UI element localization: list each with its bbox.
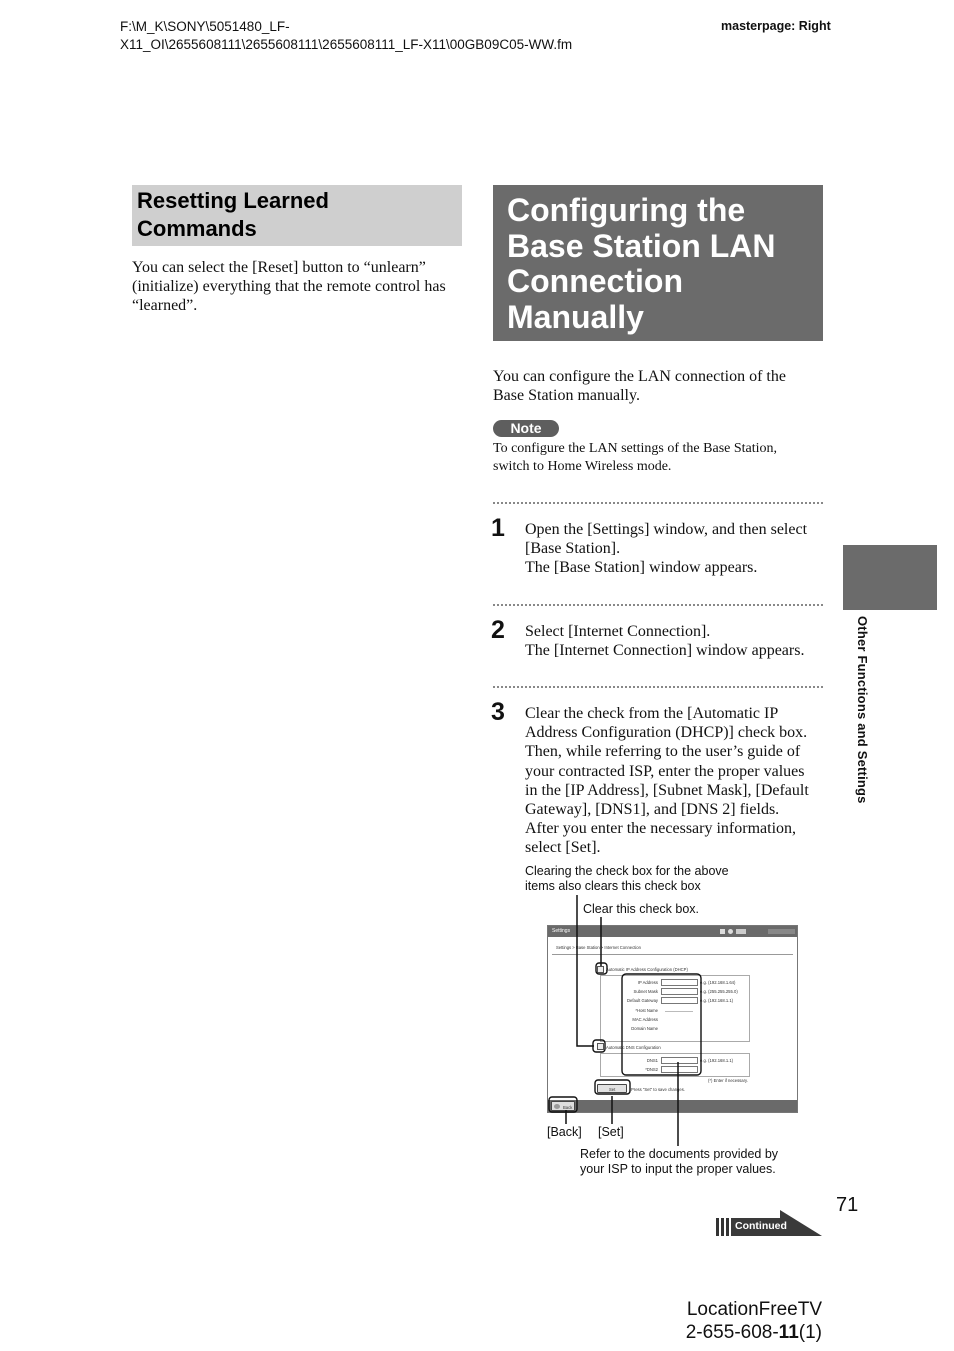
step-line: The [Internet Connection] window appears. (525, 642, 805, 660)
step-line: select [Set]. (525, 839, 601, 857)
step-number: 1 (491, 514, 505, 542)
default-gateway-hint: e.g. (192.168.1.1) (700, 998, 734, 1003)
continued-label: Continued (735, 1220, 787, 1232)
file-path-line1: F:\M_K\SONY\5051480_LF- (120, 19, 290, 34)
step-line: Address Configuration (DHCP)] check box. (525, 724, 808, 742)
dns2-label: *DNS2 (645, 1067, 658, 1072)
highlight-ip-fields (622, 974, 701, 1075)
step-line: Open the [Settings] window, and then select (525, 521, 808, 538)
dns1-hint: e.g. (192.168.1.1) (700, 1058, 734, 1063)
highlight-back-button (549, 1097, 577, 1112)
subnet-mask-hint: e.g. (255.255.255.0) (700, 989, 738, 994)
file-path-line2: X11_OI\2655608111\2655608111\2655608111_LF-X11\00GB09C05-WW.fm (120, 37, 573, 52)
set-hint: Press "Set" to save changes. (631, 1087, 685, 1092)
step-number: 3 (491, 698, 505, 726)
dhcp-label: Automatic IP Address Configuration (DHCP) (606, 967, 688, 972)
footer-product: LocationFreeTV (686, 1299, 822, 1320)
section-body-line1: You can select the [Reset] button to “unlearn” (132, 259, 426, 276)
default-gateway-label: Default Gateway (627, 998, 658, 1003)
callout-line: Clearing the check box for the above (525, 864, 729, 878)
subnet-mask-label: Subnet Mask (633, 989, 658, 994)
callout-set: [Set] (598, 1125, 624, 1139)
callout-clear-checkbox: Clear this check box. (583, 902, 700, 916)
domain-name-label: Domain Name (631, 1026, 658, 1031)
intro-line2: Base Station manually. (493, 387, 640, 404)
mac-address-label: MAC Address (632, 1017, 658, 1022)
callout-line: Refer to the documents provided by (580, 1147, 779, 1161)
page-title-line4: Manually (507, 298, 644, 335)
callout-line: your ISP to input the proper values. (580, 1162, 776, 1176)
host-name-label: *Host Name (635, 1008, 658, 1013)
footer-code-suffix: (1) (798, 1322, 822, 1343)
required-note: (*) Enter if necessary. (708, 1078, 748, 1083)
dns1-label: DNS1 (646, 1058, 658, 1063)
continued-marker (716, 1210, 822, 1237)
page-title-line3: Connection (507, 263, 683, 299)
page-number: 71 (836, 1194, 859, 1216)
leader-dns-checkbox (577, 895, 594, 1046)
section-body-line2: (initialize) everything that the remote control has (132, 278, 446, 295)
footer-code-prefix: 2-655-608- (685, 1322, 779, 1343)
set-button-label: Set (609, 1087, 616, 1092)
step-line: your contracted ISP, enter the proper values (525, 762, 805, 780)
note-badge: Note (493, 420, 559, 437)
step-line: [Base Station]. (525, 540, 621, 558)
step-line: The [Base Station] window appears. (525, 559, 758, 577)
intro-line1: You can configure the LAN connection of the (493, 368, 786, 385)
step-line: Then, while referring to the user’s guide of (525, 743, 801, 761)
step-line: Select [Internet Connection]. (525, 623, 711, 640)
page-title-line2: Base Station LAN (507, 227, 776, 264)
ip-address-hint: e.g. (192.168.1.64) (700, 980, 736, 985)
highlight-set-button (595, 1080, 630, 1094)
highlight-dns-checkbox (593, 1040, 605, 1052)
back-button-label: Back (563, 1105, 573, 1110)
masterpage-label: masterpage: Right (721, 19, 831, 33)
step-number: 2 (491, 616, 505, 644)
step-line: Clear the check from the [Automatic IP (525, 705, 779, 722)
footer-product-code (600, 1298, 822, 1344)
step-line: After you enter the necessary information, (525, 820, 797, 838)
note-line2: switch to Home Wireless mode. (493, 459, 672, 474)
settings-window-title: Settings (552, 928, 571, 934)
callout-line: items also clears this check box (525, 879, 701, 893)
step-line: Gateway], [DNS1], and [DNS 2] fields. (525, 801, 780, 819)
section-heading-line2: Commands (137, 216, 257, 241)
chapter-tab (843, 545, 937, 610)
dns-label: Automatic DNS Configuration (606, 1045, 661, 1050)
callout-back: [Back] (547, 1125, 582, 1139)
note-line1: To configure the LAN settings of the Base Station, (493, 441, 778, 456)
step-line: in the [IP Address], [Subnet Mask], [Default (525, 781, 809, 799)
ip-address-label: IP Address (637, 980, 658, 985)
chapter-tab-label: Other Functions and Settings (855, 616, 870, 804)
section-body-line3: “learned”. (132, 297, 198, 314)
footer-code-bold: 11 (778, 1322, 799, 1343)
section-heading-line1: Resetting Learned (137, 188, 329, 213)
settings-breadcrumb: Settings > Base Station > Internet Connection (556, 945, 641, 950)
page-title-line1: Configuring the (507, 192, 746, 228)
footer-code (600, 1321, 822, 1344)
